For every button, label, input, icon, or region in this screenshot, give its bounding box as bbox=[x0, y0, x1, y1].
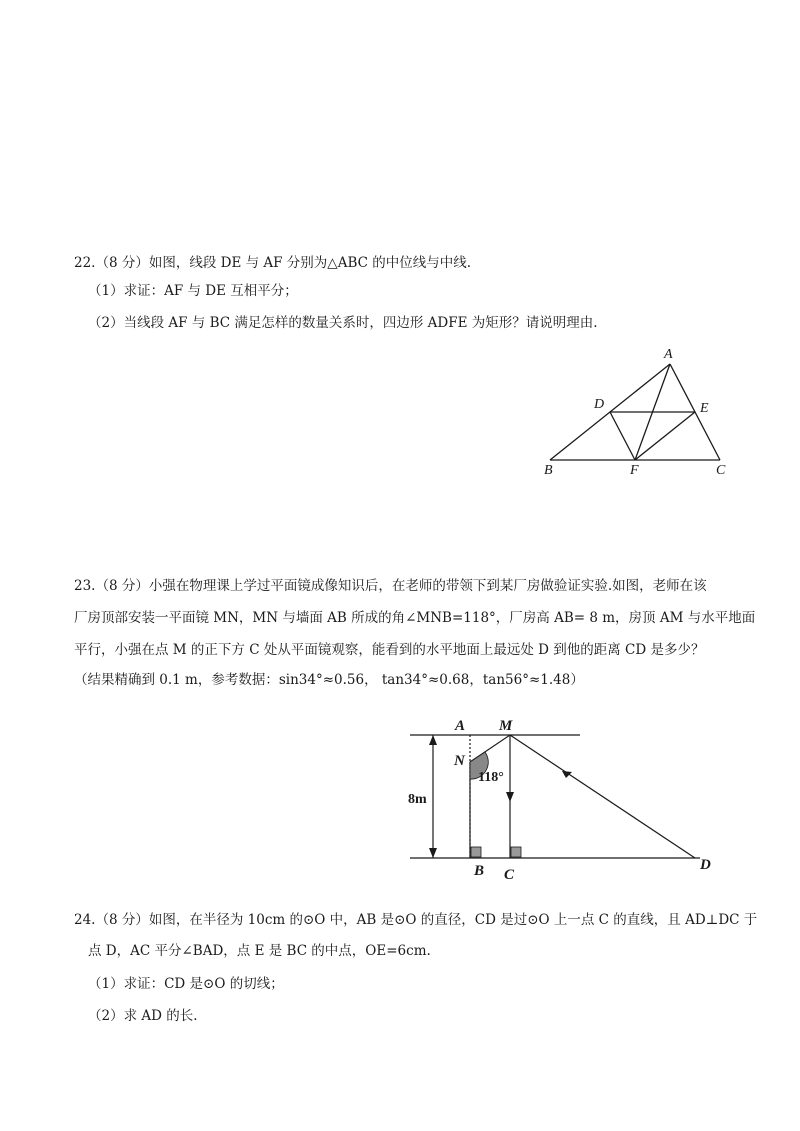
right-angle-b bbox=[471, 847, 481, 857]
arrow-up-dim bbox=[429, 735, 437, 745]
q23-figure-mirror bbox=[400, 712, 730, 882]
q23-line1: 23.（8 分）小强在物理课上学过平面镜成像知识后，在老师的带领下到某厂房做验证实验.如图，老师在该 bbox=[74, 578, 707, 594]
label-n: N bbox=[454, 753, 465, 769]
q24-line1: 24.（8 分）如图，在半径为 10cm 的⊙O 中，AB 是⊙O 的直径，CD 是过⊙O 上一点 C 的直线，且 AD⊥DC 于 bbox=[74, 912, 758, 928]
label-c: C bbox=[504, 867, 515, 882]
q22-part2: （2）当线段 AF 与 BC 满足怎样的数量关系时，四边形 ADFE 为矩形？请说明理由. bbox=[88, 315, 598, 331]
label-height-8m: 8m bbox=[408, 792, 427, 807]
ray-dm bbox=[510, 735, 695, 858]
label-angle-118: 118° bbox=[478, 770, 504, 785]
arrow-down-dim bbox=[429, 848, 437, 858]
label-d: D bbox=[594, 397, 605, 412]
q24-part1: （1）求证：CD 是⊙O 的切线； bbox=[88, 976, 284, 992]
label-m: M bbox=[499, 718, 513, 734]
q24-line2: 点 D，AC 平分∠BAD，点 E 是 BC 的中点，OE=6cm. bbox=[88, 943, 431, 959]
label-e: E bbox=[700, 401, 709, 416]
label-b: B bbox=[474, 863, 485, 879]
label-a: A bbox=[664, 347, 673, 362]
q22-stem: 22.（8 分）如图，线段 DE 与 AF 分别为△ABC 的中位线与中线. bbox=[74, 255, 472, 271]
q22-figure-triangle bbox=[530, 340, 750, 480]
arrow-ray bbox=[562, 771, 572, 778]
q24-part2: （2）求 AD 的长. bbox=[88, 1008, 198, 1024]
q23-line2: 厂房顶部安装一平面镜 MN，MN 与墙面 AB 所成的角∠MNB=118°，厂房高 AB= 8 m，房顶 AM 与水平地面 bbox=[74, 610, 756, 626]
q22-part1: （1）求证：AF 与 DE 互相平分； bbox=[88, 283, 298, 299]
arrow-down-mc bbox=[506, 792, 514, 802]
q23-line4: （结果精确到 0.1 m，参考数据：sin34°≈0.56， tan34°≈0.68，tan56°≈1.48） bbox=[74, 672, 584, 688]
q23-line3: 平行，小强在点 M 的正下方 C 处从平面镜观察，能看到的水平地面上最远处 D 到他的距离 CD 是多少？ bbox=[74, 642, 705, 658]
label-d: D bbox=[700, 857, 711, 873]
label-a: A bbox=[455, 718, 466, 734]
segment-df bbox=[610, 412, 635, 460]
label-f: F bbox=[630, 463, 639, 478]
label-c: C bbox=[716, 463, 726, 478]
right-angle-c bbox=[511, 847, 521, 857]
label-b: B bbox=[544, 463, 553, 478]
